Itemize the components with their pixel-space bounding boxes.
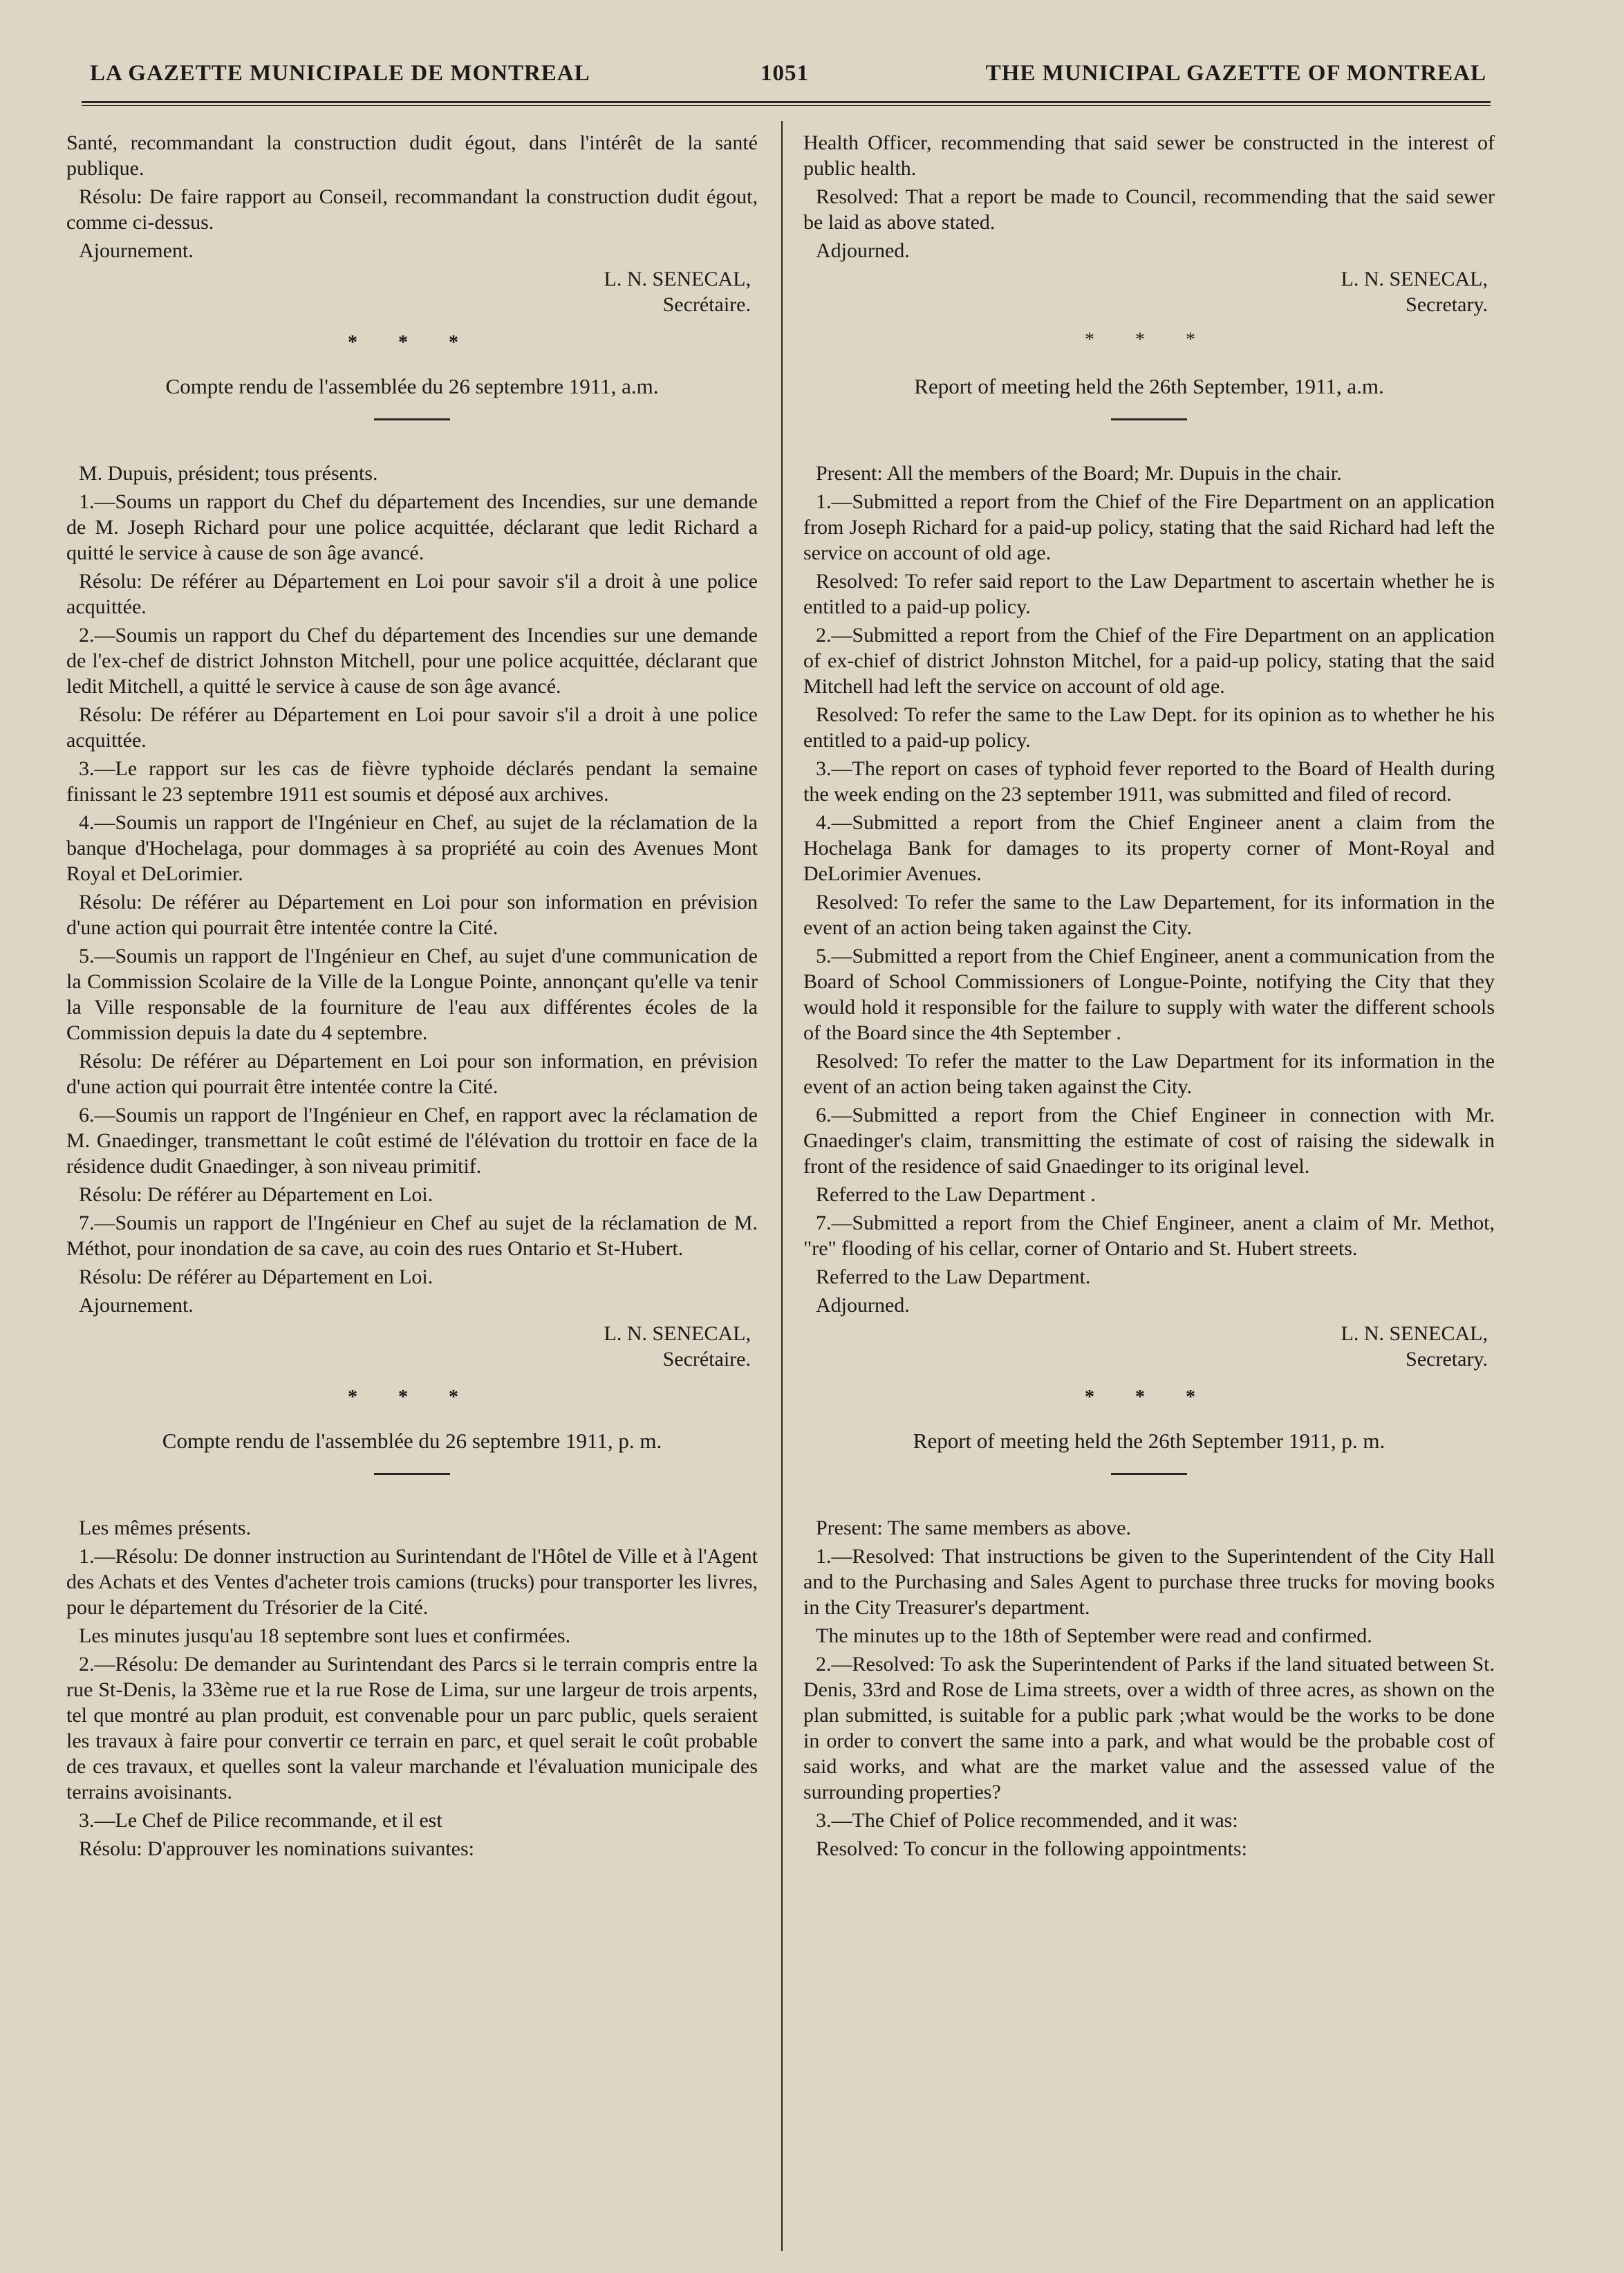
resolution: Resolved: To refer the same to the Law Departement, for its information in the event of an action being taken against the City. xyxy=(803,891,1495,939)
paragraph: Resolved: That a report be made to Council, recommending that the said sewer be laid as above stated. xyxy=(803,185,1495,234)
resolution: Resolved: To refer the matter to the Law Department for its information in the event of an action being taken against the City. xyxy=(803,1050,1495,1098)
meeting-title: Report of meeting held the 26th September 1911, p. m. xyxy=(913,1429,1385,1453)
header-rule-thin xyxy=(82,105,1491,106)
paragraph: Les minutes jusqu'au 18 septembre sont lues et confirmées. xyxy=(79,1624,571,1647)
resolution: Résolu: De référer au Département en Loi pour son information, en prévision d'une action qui pourrait être intentée contre la Cité. xyxy=(66,1050,758,1098)
agenda-item: 2.—Resolved: To ask the Superintendent of Parks if the land situated between St. Denis, 33rd and Rose de Lima streets, over a width of three acres, as shown on the plan submitted, is suitable for a public park ;what would be the works to be done in order to convert the same into a park, and what would be the probable cost of said works, and what are the market value and the assessed value of the surrounding properties? xyxy=(803,1653,1495,1803)
section-separator: * * * xyxy=(348,1386,476,1408)
adjournment: Ajournement. xyxy=(79,1294,194,1317)
agenda-item: 6.—Soumis un rapport de l'Ingénieur en Chef, en rapport avec la réclamation de M. Gnaedinger, transmettant le coût estimé de l'élévation du trottoir en face de la résidence dudit Gnaedinger, à son niveau primitif. xyxy=(66,1104,758,1178)
resolution: Résolu: De référer au Département en Loi. xyxy=(79,1265,433,1288)
resolution: Referred to the Law Department . xyxy=(816,1183,1096,1206)
header-rule xyxy=(82,101,1491,103)
attendance: Present: The same members as above. xyxy=(816,1516,1131,1539)
header-french-title: LA GAZETTE MUNICIPALE DE MONTREAL xyxy=(90,61,590,86)
resolution: Referred to the Law Department. xyxy=(816,1265,1091,1288)
agenda-item: 3.—The Chief of Police recommended, and it was: xyxy=(816,1809,1238,1832)
resolution: Résolu: De référer au Département en Loi pour savoir s'il a droit à une police acquittée. xyxy=(66,703,758,752)
adjournment: Adjourned. xyxy=(816,1294,910,1317)
page-number: 1051 xyxy=(760,61,809,86)
agenda-item: 2.—Submitted a report from the Chief of the Fire Department on an application of ex-chief of district Johnston Mitchel, for a paid-up policy, stating that the said Mitchell had left the service on account of old age. xyxy=(803,624,1495,698)
adjournment: Ajournement. xyxy=(79,239,194,262)
resolution: Resolved: To refer the same to the Law Dept. for its opinion as to whether he his entitled to a paid-up policy. xyxy=(803,703,1495,752)
attendance: Les mêmes présents. xyxy=(79,1516,252,1539)
agenda-item: 7.—Submitted a report from the Chief Engineer, anent a claim of Mr. Methot, "re" flooding of his cellar, corner of Ontario and St. Hubert streets. xyxy=(803,1212,1495,1260)
agenda-item: 5.—Submitted a report from the Chief Engineer, anent a communication from the Board of School Commissioners of Longue-Pointe, notifying the City that they would hold it responsible for the failure to supply with water the different schools of the Board since the 4th September . xyxy=(803,945,1495,1044)
short-rule xyxy=(374,418,450,420)
meeting-title: Compte rendu de l'assemblée du 26 septembre 1911, a.m. xyxy=(165,374,659,398)
section-separator: * * * xyxy=(1085,1386,1213,1408)
short-rule xyxy=(374,1473,450,1475)
signature-title: Secrétaire. xyxy=(662,1348,751,1371)
header-english-title: THE MUNICIPAL GAZETTE OF MONTREAL xyxy=(985,61,1486,86)
meeting-title: Compte rendu de l'assemblée du 26 septembre 1911, p. m. xyxy=(162,1429,662,1453)
resolution: Résolu: De référer au Département en Loi pour son information en prévision d'une action qui pourrait être intentée contre la Cité. xyxy=(66,891,758,939)
signature-title: Secrétaire. xyxy=(662,293,751,316)
signature-name: L. N. SENECAL, xyxy=(1341,1322,1488,1345)
paragraph: Health Officer, recommending that said sewer be constructed in the interest of public health. xyxy=(803,131,1495,180)
resolution: Résolu: De référer au Département en Loi pour savoir s'il a droit à une police acquittée. xyxy=(66,570,758,618)
attendance: M. Dupuis, président; tous présents. xyxy=(79,462,378,485)
resolution: Resolved: To concur in the following appointments: xyxy=(816,1837,1247,1860)
short-rule xyxy=(1111,418,1187,420)
section-separator: * * * xyxy=(1085,329,1213,351)
signature-name: L. N. SENECAL, xyxy=(604,268,751,290)
attendance: Present: All the members of the Board; Mr. Dupuis in the chair. xyxy=(816,462,1342,485)
resolution: Resolved: To refer said report to the Law Department to ascertain whether he is entitled to a paid-up policy. xyxy=(803,570,1495,618)
resolution: Résolu: De référer au Département en Loi. xyxy=(79,1183,433,1206)
agenda-item: 1.—Soums un rapport du Chef du département des Incendies, sur une demande de M. Joseph Richard pour une police acquittée, déclarant que ledit Richard a quitté le service à cause de son âge avancé. xyxy=(66,490,758,564)
agenda-item: 4.—Submitted a report from the Chief Engineer anent a claim from the Hochelaga Bank for damages to its property corner of Mont-Royal and DeLorimier Avenues. xyxy=(803,811,1495,885)
agenda-item: 6.—Submitted a report from the Chief Engineer in connection with Mr. Gnaedinger's claim, transmitting the estimate of cost of raising the sidewalk in front of the residence of said Gnaedinger to its original level. xyxy=(803,1104,1495,1178)
agenda-item: 3.—Le Chef de Pilice recommande, et il est xyxy=(79,1809,442,1832)
page-header xyxy=(90,61,1486,95)
paragraph: The minutes up to the 18th of September were read and confirmed. xyxy=(816,1624,1372,1647)
english-column xyxy=(803,130,1495,1864)
agenda-item: 5.—Soumis un rapport de l'Ingénieur en Chef, au sujet d'une communication de la Commission Scolaire de la Ville de la Longue Pointe, annonçant qu'elle va tenir la Ville responsable de la fourniture de l'eau aux différentes écoles de la Commission depuis la date du 4 septembre. xyxy=(66,945,758,1044)
meeting-title: Report of meeting held the 26th September, 1911, a.m. xyxy=(914,374,1384,398)
paragraph: Résolu: De faire rapport au Conseil, recommandant la construction dudit égout, comme ci-dessus. xyxy=(66,185,758,234)
agenda-item: 3.—Le rapport sur les cas de fièvre typhoide déclarés pendant la semaine finissant le 23 septembre 1911 est soumis et déposé aux archives. xyxy=(66,757,758,806)
signature-title: Secretary. xyxy=(1406,293,1488,316)
signature-name: L. N. SENECAL, xyxy=(604,1322,751,1345)
agenda-item: 2.—Soumis un rapport du Chef du département des Incendies sur une demande de l'ex-chef de district Johnston Mitchell, pour une police acquittée, déclarant que ledit Mitchell, a quitté le service à cause de son âge avancé. xyxy=(66,624,758,698)
agenda-item: 4.—Soumis un rapport de l'Ingénieur en Chef, au sujet de la réclamation de la banque d'Hochelaga, pour dommages à sa propriété au coin des Avenues Mont Royal et DeLorimier. xyxy=(66,811,758,885)
agenda-item: 2.—Résolu: De demander au Surintendant des Parcs si le terrain compris entre la rue St-Denis, la 33ème rue et la rue Rose de Lima, sur une largeur de trois arpents, tel que montré au plan produit, est convenable pour un parc public, quels seraient les travaux à faire pour convertir ce terrain en parc, et quel serait le coût probable de ces travaux, et quelles sont la valeur marchande et l'évaluation municipale des terrains avoisinants. xyxy=(66,1653,758,1803)
agenda-item: 1.—Resolved: That instructions be given to the Superintendent of the City Hall and to the Purchasing and Sales Agent to purchase three trucks for moving books in the City Treasurer's department. xyxy=(803,1545,1495,1619)
agenda-item: 7.—Soumis un rapport de l'Ingénieur en Chef au sujet de la réclamation de M. Méthot, pour inondation de sa cave, au coin des rues Ontario et St-Hubert. xyxy=(66,1212,758,1260)
resolution: Résolu: D'approuver les nominations suivantes: xyxy=(79,1837,474,1860)
agenda-item: 1.—Résolu: De donner instruction au Surintendant de l'Hôtel de Ville et à l'Agent des Achats et des Ventes d'acheter trois camions (trucks) pour transporter les livres, pour le département du Trésorier de la Cité. xyxy=(66,1545,758,1619)
section-separator: * * * xyxy=(348,332,476,353)
signature-name: L. N. SENECAL, xyxy=(1341,268,1488,290)
column-divider xyxy=(781,121,783,2251)
agenda-item: 3.—The report on cases of typhoid fever reported to the Board of Health during the week ending on the 23 september 1911, was submitted and filed of record. xyxy=(803,757,1495,806)
french-column xyxy=(66,130,758,1864)
adjournment: Adjourned. xyxy=(816,239,910,262)
signature-title: Secretary. xyxy=(1406,1348,1488,1371)
agenda-item: 1.—Submitted a report from the Chief of the Fire Department on an application from Joseph Richard for a paid-up policy, stating that the said Richard had left the service on account of old age. xyxy=(803,490,1495,564)
short-rule xyxy=(1111,1473,1187,1475)
paragraph: Santé, recommandant la construction dudit égout, dans l'intérêt de la santé publique. xyxy=(66,131,758,180)
